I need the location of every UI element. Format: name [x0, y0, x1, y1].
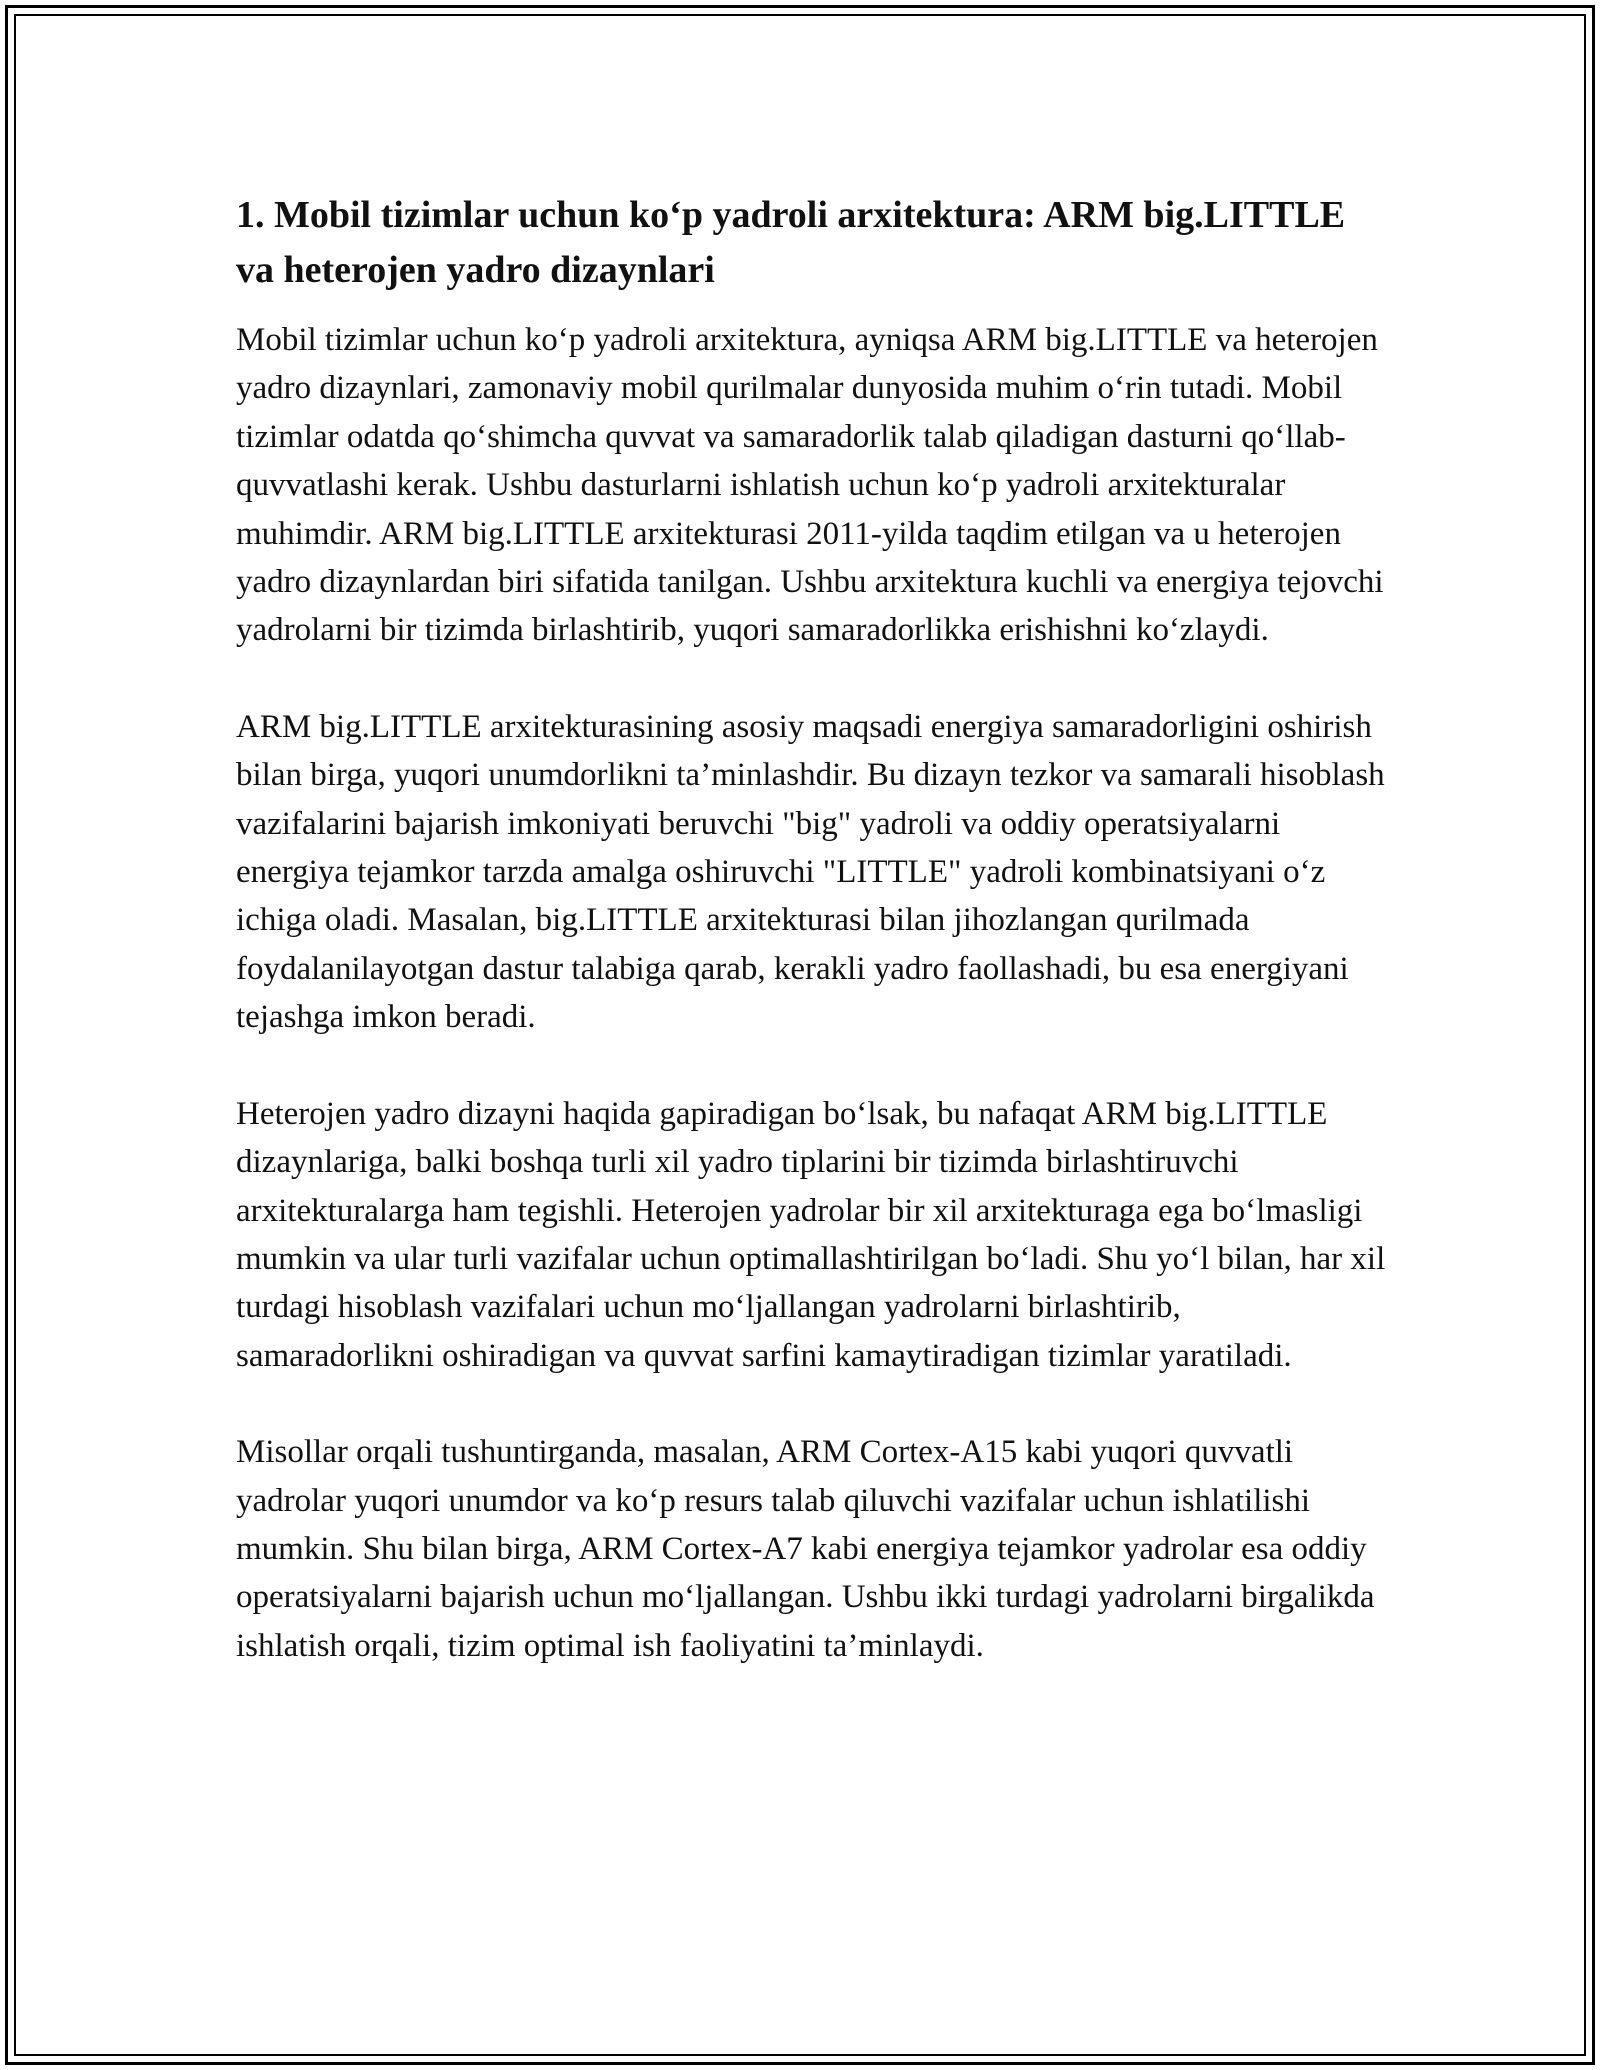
paragraph-1: Mobil tizimlar uchun ko‘p yadroli arxitektura, ayniqsa ARM big.LITTLE va heterojen yadro dizaynlari, zamonaviy mobil qurilmalar dunyosida muhim o‘rin tutadi. Mobil tizimlar odatda qo‘shimcha quvvat va samaradorlik talab qiladigan dasturni qo‘llab-quvvatlashi kerak. Ushbu dasturlarni ishlatish uchun ko‘p yadroli arxitekturalar muhimdir. ARM big.LITTLE arxitekturasi 2011-yilda taqdim etilgan va u heterojen yadro dizaynlardan biri sifatida tanilgan. Ushbu arxitektura kuchli va energiya tejovchi yadrolarni bir tizimda birlashtirib, yuqori samaradorlikka erishishni ko‘zlaydi.: [236, 322, 1384, 649]
document-body: [236, 188, 1386, 1718]
section-title: 1. Mobil tizimlar uchun ko‘p yadroli arxitektura: ARM big.LITTLE va heterojen yadro dizaynlari: [236, 194, 1346, 291]
paragraph-4: Misollar orqali tushuntirganda, masalan, ARM Cortex-A15 kabi yuqori quvvatli yadrolar yuqori unumdor va ko‘p resurs talab qiluvchi vazifalar uchun ishlatilishi mumkin. Shu bilan birga, ARM Cortex-A7 kabi energiya tejamkor yadrolar esa oddiy operatsiyalarni bajarish uchun mo‘ljallangan. Ushbu ikki turdagi yadrolarni birgalikda ishlatish orqali, tizim optimal ish faoliyatini ta’minlaydi.: [236, 1434, 1375, 1664]
paragraph-2: ARM big.LITTLE arxitekturasining asosiy maqsadi energiya samaradorligini oshirish bilan birga, yuqori unumdorlikni ta’minlashdir. Bu dizayn tezkor va samarali hisoblash vazifalarini bajarish imkoniyati beruvchi "big" yadroli va oddiy operatsiyalarni energiya tejamkor tarzda amalga oshiruvchi "LITTLE" yadroli kombinatsiyani o‘z ichiga oladi. Masalan, big.LITTLE arxitekturasi bilan jihozlangan qurilmada foydalanilayotgan dastur talabiga qarab, kerakli yadro faollashadi, bu esa energiyani tejashga imkon beradi.: [236, 708, 1385, 1036]
paragraph-3: Heterojen yadro dizayni haqida gapiradigan bo‘lsak, bu nafaqat ARM big.LITTLE dizaynlariga, balki boshqa turli xil yadro tiplarini bir tizimda birlashtiruvchi arxitekturalarga ham tegishli. Heterojen yadrolar bir xil arxitekturaga ega bo‘lmasligi mumkin va ular turli vazifalar uchun optimallashtirilgan bo‘ladi. Shu yo‘l bilan, har xil turdagi hisoblash vazifalari uchun mo‘ljallangan yadrolarni birlashtirib, samaradorlikni oshiradigan va quvvat sarfini kamaytiradigan tizimlar yaratiladi.: [236, 1095, 1386, 1374]
